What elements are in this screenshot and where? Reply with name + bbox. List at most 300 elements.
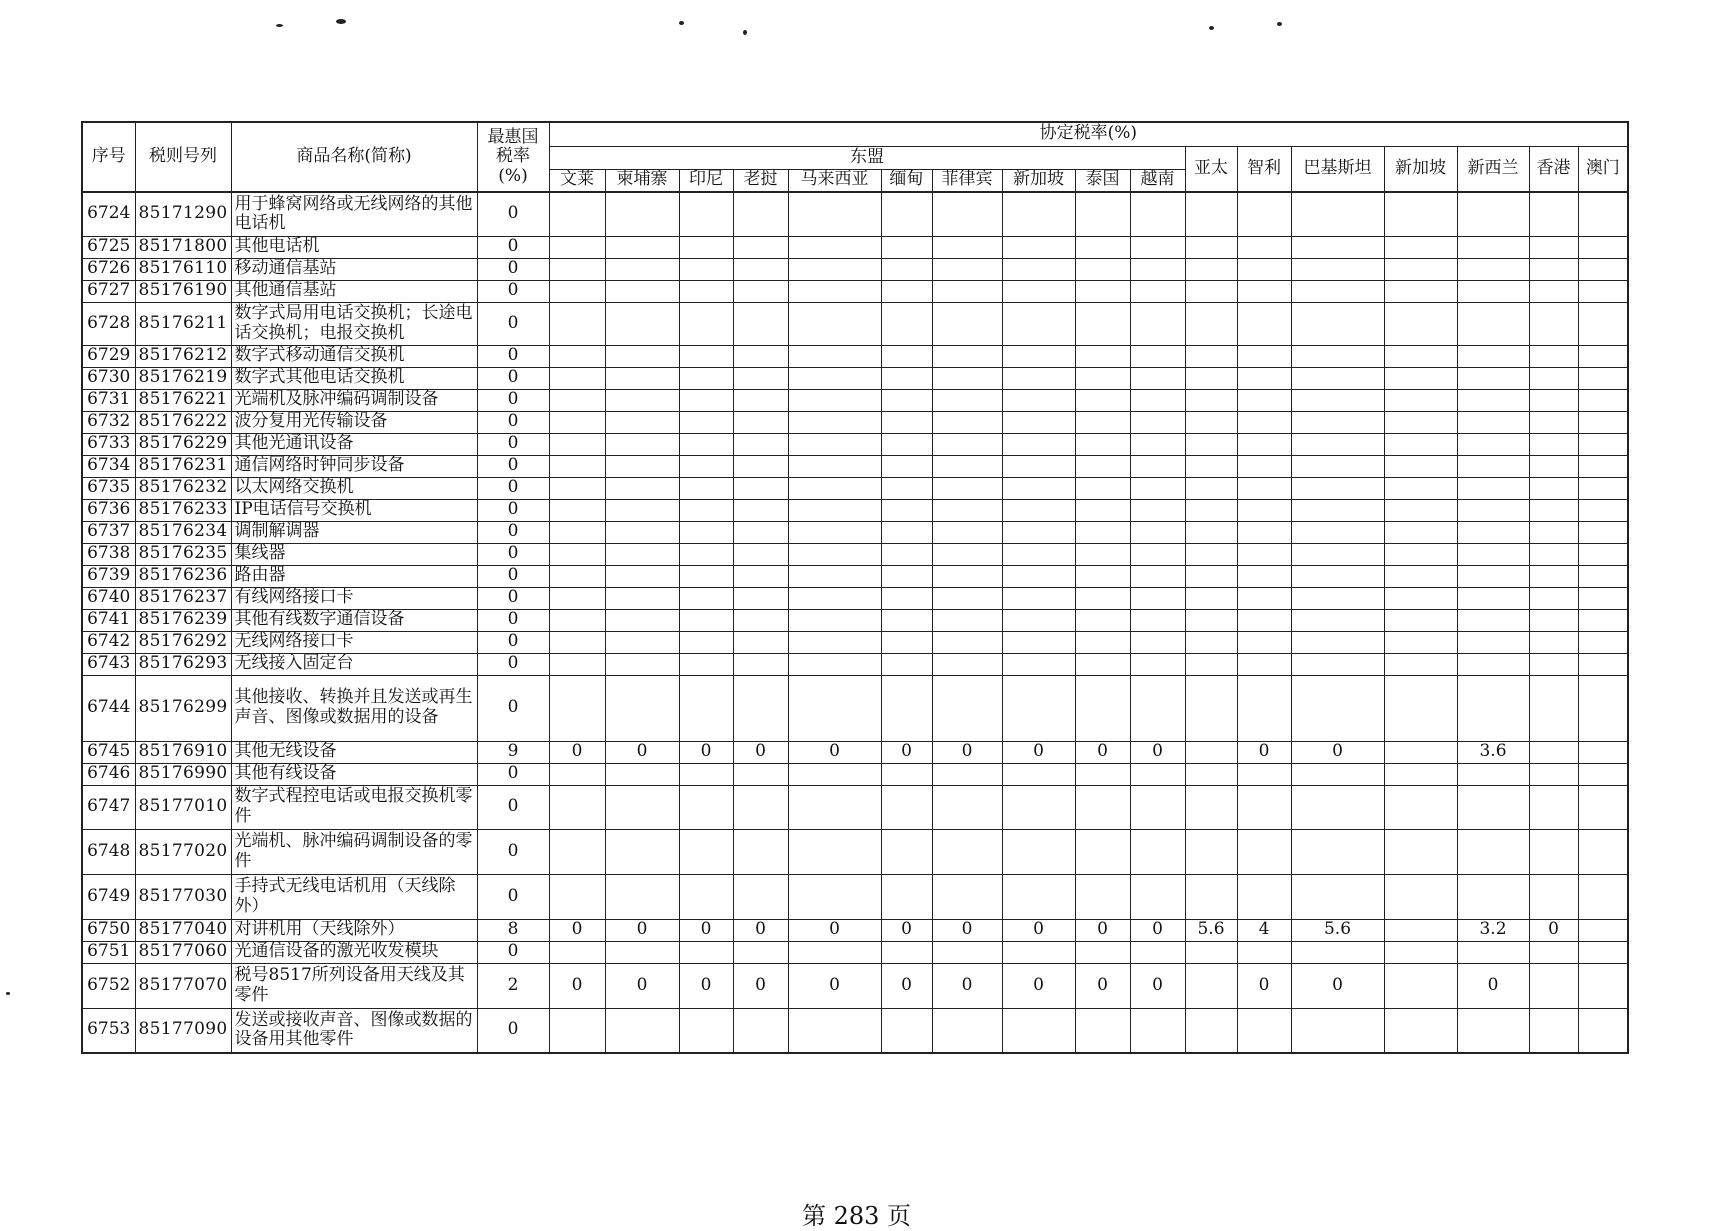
cell-rate-new-zealand [1457, 258, 1529, 280]
cell-mfn-rate: 0 [477, 192, 549, 236]
cell-rate-hong-kong [1529, 302, 1578, 345]
cell-rate-laos [733, 192, 788, 236]
cell-rate-brunei [549, 280, 605, 302]
cell-mfn-rate: 0 [477, 499, 549, 521]
cell-rate-asean-singapore [1002, 565, 1075, 587]
cell-rate-malaysia [788, 192, 881, 236]
cell-code: 85177010 [135, 785, 231, 829]
cell-rate-brunei [549, 389, 605, 411]
cell-rate-thailand: 0 [1075, 741, 1130, 763]
cell-rate-cambodia [605, 258, 679, 280]
cell-rate-asean-singapore [1002, 587, 1075, 609]
cell-rate-hong-kong [1529, 433, 1578, 455]
cell-rate-apta [1185, 192, 1237, 236]
cell-rate-philippines [932, 280, 1002, 302]
table-row [82, 763, 1628, 785]
cell-rate-new-zealand [1457, 609, 1529, 631]
cell-rate-chile [1237, 653, 1291, 675]
cell-rate-cambodia [605, 565, 679, 587]
cell-rate-thailand [1075, 411, 1130, 433]
cell-rate-laos [733, 411, 788, 433]
cell-rate-macau [1578, 653, 1628, 675]
table-row [82, 345, 1628, 367]
cell-rate-cambodia [605, 345, 679, 367]
cell-rate-thailand [1075, 543, 1130, 565]
cell-rate-cambodia [605, 763, 679, 785]
cell-rate-brunei [549, 192, 605, 236]
cell-rate-macau [1578, 433, 1628, 455]
cell-rate-pakistan [1291, 389, 1384, 411]
cell-mfn-rate: 0 [477, 411, 549, 433]
cell-rate-philippines [932, 653, 1002, 675]
cell-rate-new-zealand [1457, 433, 1529, 455]
cell-rate-cambodia [605, 675, 679, 741]
cell-rate-asean-singapore [1002, 631, 1075, 653]
cell-rate-thailand [1075, 874, 1130, 919]
cell-rate-thailand [1075, 521, 1130, 543]
cell-rate-pakistan [1291, 367, 1384, 389]
cell-rate-brunei [549, 455, 605, 477]
cell-rate-thailand [1075, 1008, 1130, 1053]
cell-code: 85176222 [135, 411, 231, 433]
cell-rate-singapore [1384, 477, 1457, 499]
cell-name: 有线网络接口卡 [231, 587, 477, 609]
cell-name: 手持式无线电话机用（天线除外） [231, 874, 477, 919]
cell-rate-malaysia [788, 609, 881, 631]
cell-rate-pakistan [1291, 258, 1384, 280]
cell-rate-hong-kong [1529, 236, 1578, 258]
cell-code: 85176910 [135, 741, 231, 763]
cell-name: 光端机及脉冲编码调制设备 [231, 389, 477, 411]
cell-rate-apta [1185, 785, 1237, 829]
cell-rate-cambodia [605, 499, 679, 521]
cell-rate-asean-singapore [1002, 455, 1075, 477]
cell-rate-brunei [549, 675, 605, 741]
cell-rate-brunei [549, 433, 605, 455]
cell-rate-myanmar [881, 367, 932, 389]
cell-mfn-rate: 0 [477, 543, 549, 565]
cell-name: 光通信设备的激光收发模块 [231, 941, 477, 963]
cell-rate-philippines [932, 587, 1002, 609]
cell-mfn-rate: 9 [477, 741, 549, 763]
cell-rate-malaysia [788, 302, 881, 345]
cell-rate-macau [1578, 741, 1628, 763]
cell-serial: 6748 [82, 829, 135, 874]
cell-rate-new-zealand [1457, 192, 1529, 236]
cell-rate-cambodia [605, 785, 679, 829]
cell-rate-cambodia [605, 411, 679, 433]
cell-rate-vietnam [1130, 829, 1185, 874]
cell-rate-philippines: 0 [932, 741, 1002, 763]
cell-rate-thailand [1075, 609, 1130, 631]
cell-rate-cambodia [605, 367, 679, 389]
cell-rate-indonesia [679, 302, 733, 345]
cell-code: 85176237 [135, 587, 231, 609]
cell-rate-laos [733, 280, 788, 302]
cell-serial: 6733 [82, 433, 135, 455]
cell-rate-indonesia [679, 631, 733, 653]
cell-rate-laos: 0 [733, 919, 788, 941]
cell-rate-cambodia [605, 874, 679, 919]
cell-code: 85171290 [135, 192, 231, 236]
cell-rate-cambodia [605, 302, 679, 345]
header-col-brunei: 文莱 [549, 169, 605, 192]
cell-rate-vietnam [1130, 609, 1185, 631]
cell-rate-hong-kong [1529, 741, 1578, 763]
cell-mfn-rate: 8 [477, 919, 549, 941]
cell-rate-cambodia [605, 236, 679, 258]
cell-rate-brunei [549, 477, 605, 499]
cell-rate-apta [1185, 477, 1237, 499]
cell-rate-brunei [549, 258, 605, 280]
cell-rate-apta [1185, 543, 1237, 565]
cell-rate-thailand [1075, 675, 1130, 741]
cell-rate-chile [1237, 433, 1291, 455]
cell-rate-vietnam [1130, 521, 1185, 543]
cell-code: 85176110 [135, 258, 231, 280]
scan-speck [679, 21, 684, 25]
page-number: 第 283 页 [801, 1202, 912, 1230]
cell-rate-philippines [932, 455, 1002, 477]
cell-rate-myanmar [881, 829, 932, 874]
cell-rate-apta [1185, 521, 1237, 543]
cell-mfn-rate: 0 [477, 302, 549, 345]
cell-rate-indonesia [679, 543, 733, 565]
cell-rate-malaysia [788, 455, 881, 477]
cell-rate-cambodia [605, 455, 679, 477]
cell-rate-myanmar: 0 [881, 919, 932, 941]
cell-rate-macau [1578, 919, 1628, 941]
cell-name: 数字式移动通信交换机 [231, 345, 477, 367]
cell-rate-hong-kong [1529, 675, 1578, 741]
cell-rate-pakistan [1291, 675, 1384, 741]
cell-name: 其他电话机 [231, 236, 477, 258]
cell-name: 通信网络时钟同步设备 [231, 455, 477, 477]
cell-name: 调制解调器 [231, 521, 477, 543]
cell-rate-vietnam [1130, 411, 1185, 433]
cell-rate-singapore [1384, 236, 1457, 258]
cell-mfn-rate: 0 [477, 941, 549, 963]
cell-rate-asean-singapore [1002, 785, 1075, 829]
cell-rate-indonesia [679, 829, 733, 874]
cell-name: 波分复用光传输设备 [231, 411, 477, 433]
cell-rate-indonesia [679, 653, 733, 675]
cell-rate-macau [1578, 280, 1628, 302]
cell-name: 其他无线设备 [231, 741, 477, 763]
cell-mfn-rate: 2 [477, 963, 549, 1008]
header-mfn-line1: 最惠国 [487, 126, 539, 147]
cell-serial: 6736 [82, 499, 135, 521]
cell-rate-chile [1237, 874, 1291, 919]
cell-rate-new-zealand [1457, 367, 1529, 389]
cell-rate-laos [733, 829, 788, 874]
cell-rate-chile [1237, 192, 1291, 236]
table-row [82, 367, 1628, 389]
cell-rate-new-zealand [1457, 389, 1529, 411]
cell-rate-pakistan [1291, 829, 1384, 874]
cell-rate-laos [733, 941, 788, 963]
cell-rate-macau [1578, 1008, 1628, 1053]
cell-rate-myanmar [881, 389, 932, 411]
cell-rate-indonesia: 0 [679, 741, 733, 763]
cell-serial: 6743 [82, 653, 135, 675]
cell-rate-new-zealand: 3.6 [1457, 741, 1529, 763]
cell-rate-pakistan [1291, 433, 1384, 455]
cell-rate-myanmar [881, 874, 932, 919]
cell-rate-indonesia [679, 345, 733, 367]
cell-rate-singapore [1384, 367, 1457, 389]
cell-serial: 6745 [82, 741, 135, 763]
cell-rate-malaysia [788, 874, 881, 919]
cell-rate-hong-kong [1529, 389, 1578, 411]
cell-mfn-rate: 0 [477, 477, 549, 499]
cell-code: 85177060 [135, 941, 231, 963]
cell-rate-myanmar [881, 499, 932, 521]
cell-rate-asean-singapore [1002, 192, 1075, 236]
cell-rate-malaysia: 0 [788, 919, 881, 941]
cell-rate-indonesia [679, 609, 733, 631]
cell-rate-philippines [932, 367, 1002, 389]
cell-rate-laos [733, 609, 788, 631]
cell-rate-cambodia [605, 631, 679, 653]
cell-serial: 6750 [82, 919, 135, 941]
cell-rate-singapore [1384, 455, 1457, 477]
cell-rate-vietnam [1130, 389, 1185, 411]
cell-rate-apta [1185, 302, 1237, 345]
cell-rate-indonesia [679, 258, 733, 280]
cell-rate-vietnam: 0 [1130, 741, 1185, 763]
cell-rate-cambodia [605, 280, 679, 302]
cell-rate-brunei [549, 609, 605, 631]
cell-rate-pakistan [1291, 345, 1384, 367]
cell-rate-brunei [549, 631, 605, 653]
cell-rate-singapore [1384, 302, 1457, 345]
cell-rate-myanmar [881, 675, 932, 741]
cell-rate-philippines [932, 631, 1002, 653]
cell-name: 数字式程控电话或电报交换机零件 [231, 785, 477, 829]
cell-rate-pakistan: 5.6 [1291, 919, 1384, 941]
cell-name: 其他有线数字通信设备 [231, 609, 477, 631]
cell-rate-thailand [1075, 258, 1130, 280]
cell-rate-myanmar [881, 631, 932, 653]
cell-rate-indonesia [679, 499, 733, 521]
cell-rate-hong-kong [1529, 653, 1578, 675]
cell-rate-hong-kong [1529, 477, 1578, 499]
cell-rate-asean-singapore [1002, 477, 1075, 499]
cell-rate-vietnam [1130, 653, 1185, 675]
cell-rate-laos [733, 389, 788, 411]
cell-rate-pakistan [1291, 302, 1384, 345]
cell-rate-chile [1237, 477, 1291, 499]
cell-mfn-rate: 0 [477, 829, 549, 874]
cell-name: 对讲机用（天线除外） [231, 919, 477, 941]
cell-rate-new-zealand [1457, 543, 1529, 565]
cell-rate-macau [1578, 367, 1628, 389]
cell-rate-singapore [1384, 258, 1457, 280]
cell-rate-asean-singapore [1002, 653, 1075, 675]
table-row [82, 280, 1628, 302]
cell-rate-hong-kong [1529, 543, 1578, 565]
cell-rate-myanmar [881, 236, 932, 258]
header-col-laos: 老挝 [733, 169, 788, 192]
cell-rate-chile [1237, 345, 1291, 367]
cell-rate-thailand [1075, 433, 1130, 455]
cell-rate-new-zealand [1457, 587, 1529, 609]
cell-rate-thailand [1075, 477, 1130, 499]
cell-rate-thailand [1075, 455, 1130, 477]
cell-mfn-rate: 0 [477, 258, 549, 280]
cell-rate-new-zealand [1457, 1008, 1529, 1053]
cell-rate-philippines [932, 389, 1002, 411]
cell-rate-philippines [932, 675, 1002, 741]
cell-rate-malaysia [788, 280, 881, 302]
cell-rate-apta [1185, 609, 1237, 631]
cell-rate-myanmar [881, 302, 932, 345]
cell-rate-apta [1185, 433, 1237, 455]
cell-mfn-rate: 0 [477, 433, 549, 455]
cell-rate-malaysia [788, 258, 881, 280]
cell-rate-singapore [1384, 345, 1457, 367]
cell-rate-hong-kong [1529, 345, 1578, 367]
cell-rate-brunei [549, 874, 605, 919]
cell-rate-chile [1237, 565, 1291, 587]
cell-code: 85176231 [135, 455, 231, 477]
cell-serial: 6739 [82, 565, 135, 587]
cell-name: 集线器 [231, 543, 477, 565]
cell-rate-laos [733, 1008, 788, 1053]
cell-rate-new-zealand [1457, 521, 1529, 543]
cell-rate-macau [1578, 345, 1628, 367]
cell-serial: 6747 [82, 785, 135, 829]
cell-rate-singapore [1384, 763, 1457, 785]
cell-rate-cambodia [605, 477, 679, 499]
cell-code: 85176233 [135, 499, 231, 521]
cell-rate-vietnam [1130, 565, 1185, 587]
header-col-vietnam: 越南 [1130, 169, 1185, 192]
cell-mfn-rate: 0 [477, 653, 549, 675]
header-col-apta: 亚太 [1185, 146, 1237, 192]
cell-rate-hong-kong [1529, 192, 1578, 236]
cell-rate-philippines [932, 543, 1002, 565]
table-row [82, 785, 1628, 829]
cell-rate-macau [1578, 785, 1628, 829]
cell-code: 85176299 [135, 675, 231, 741]
cell-rate-philippines [932, 763, 1002, 785]
cell-rate-asean-singapore [1002, 874, 1075, 919]
cell-rate-philippines [932, 258, 1002, 280]
cell-rate-indonesia [679, 236, 733, 258]
cell-rate-new-zealand [1457, 941, 1529, 963]
cell-rate-vietnam [1130, 367, 1185, 389]
cell-rate-malaysia [788, 631, 881, 653]
cell-rate-hong-kong [1529, 280, 1578, 302]
cell-rate-singapore [1384, 675, 1457, 741]
cell-rate-indonesia [679, 565, 733, 587]
cell-rate-malaysia [788, 499, 881, 521]
cell-rate-hong-kong [1529, 963, 1578, 1008]
cell-rate-philippines [932, 477, 1002, 499]
cell-rate-hong-kong [1529, 258, 1578, 280]
cell-rate-laos [733, 653, 788, 675]
cell-rate-laos [733, 521, 788, 543]
cell-rate-malaysia [788, 433, 881, 455]
scan-speck [6, 992, 10, 995]
cell-rate-apta [1185, 367, 1237, 389]
cell-rate-malaysia [788, 785, 881, 829]
cell-rate-malaysia [788, 543, 881, 565]
cell-rate-chile [1237, 521, 1291, 543]
cell-name: 其他有线设备 [231, 763, 477, 785]
cell-serial: 6753 [82, 1008, 135, 1053]
cell-mfn-rate: 0 [477, 874, 549, 919]
cell-rate-myanmar [881, 543, 932, 565]
cell-rate-laos [733, 543, 788, 565]
scan-speck [1209, 26, 1214, 30]
cell-mfn-rate: 0 [477, 785, 549, 829]
cell-name: 移动通信基站 [231, 258, 477, 280]
cell-rate-apta [1185, 963, 1237, 1008]
table-row [82, 455, 1628, 477]
cell-rate-new-zealand [1457, 236, 1529, 258]
cell-rate-brunei [549, 521, 605, 543]
cell-rate-myanmar [881, 785, 932, 829]
table-row [82, 675, 1628, 741]
table-row [82, 302, 1628, 345]
cell-name: 无线网络接口卡 [231, 631, 477, 653]
cell-rate-hong-kong [1529, 367, 1578, 389]
cell-name: 数字式其他电话交换机 [231, 367, 477, 389]
cell-mfn-rate: 0 [477, 521, 549, 543]
cell-rate-laos [733, 785, 788, 829]
table-row [82, 963, 1628, 1008]
cell-rate-laos [733, 763, 788, 785]
cell-rate-chile [1237, 543, 1291, 565]
cell-rate-asean-singapore [1002, 763, 1075, 785]
cell-rate-vietnam [1130, 1008, 1185, 1053]
cell-rate-indonesia [679, 587, 733, 609]
cell-rate-singapore [1384, 280, 1457, 302]
table-row [82, 741, 1628, 763]
cell-rate-new-zealand [1457, 302, 1529, 345]
cell-rate-indonesia [679, 411, 733, 433]
cell-rate-apta [1185, 874, 1237, 919]
cell-rate-macau [1578, 941, 1628, 963]
cell-serial: 6735 [82, 477, 135, 499]
cell-rate-asean-singapore: 0 [1002, 919, 1075, 941]
cell-serial: 6729 [82, 345, 135, 367]
cell-rate-brunei [549, 302, 605, 345]
cell-mfn-rate: 0 [477, 345, 549, 367]
cell-rate-asean-singapore [1002, 609, 1075, 631]
cell-rate-malaysia [788, 389, 881, 411]
cell-rate-pakistan [1291, 192, 1384, 236]
cell-rate-philippines [932, 192, 1002, 236]
cell-mfn-rate: 0 [477, 455, 549, 477]
cell-rate-brunei: 0 [549, 963, 605, 1008]
cell-rate-indonesia [679, 192, 733, 236]
cell-code: 85176221 [135, 389, 231, 411]
cell-rate-asean-singapore [1002, 411, 1075, 433]
cell-rate-hong-kong [1529, 411, 1578, 433]
cell-rate-hong-kong [1529, 499, 1578, 521]
cell-rate-asean-singapore [1002, 675, 1075, 741]
cell-rate-laos [733, 477, 788, 499]
cell-mfn-rate: 0 [477, 367, 549, 389]
cell-rate-pakistan: 0 [1291, 741, 1384, 763]
cell-rate-vietnam [1130, 433, 1185, 455]
cell-rate-new-zealand [1457, 565, 1529, 587]
cell-rate-chile: 0 [1237, 963, 1291, 1008]
